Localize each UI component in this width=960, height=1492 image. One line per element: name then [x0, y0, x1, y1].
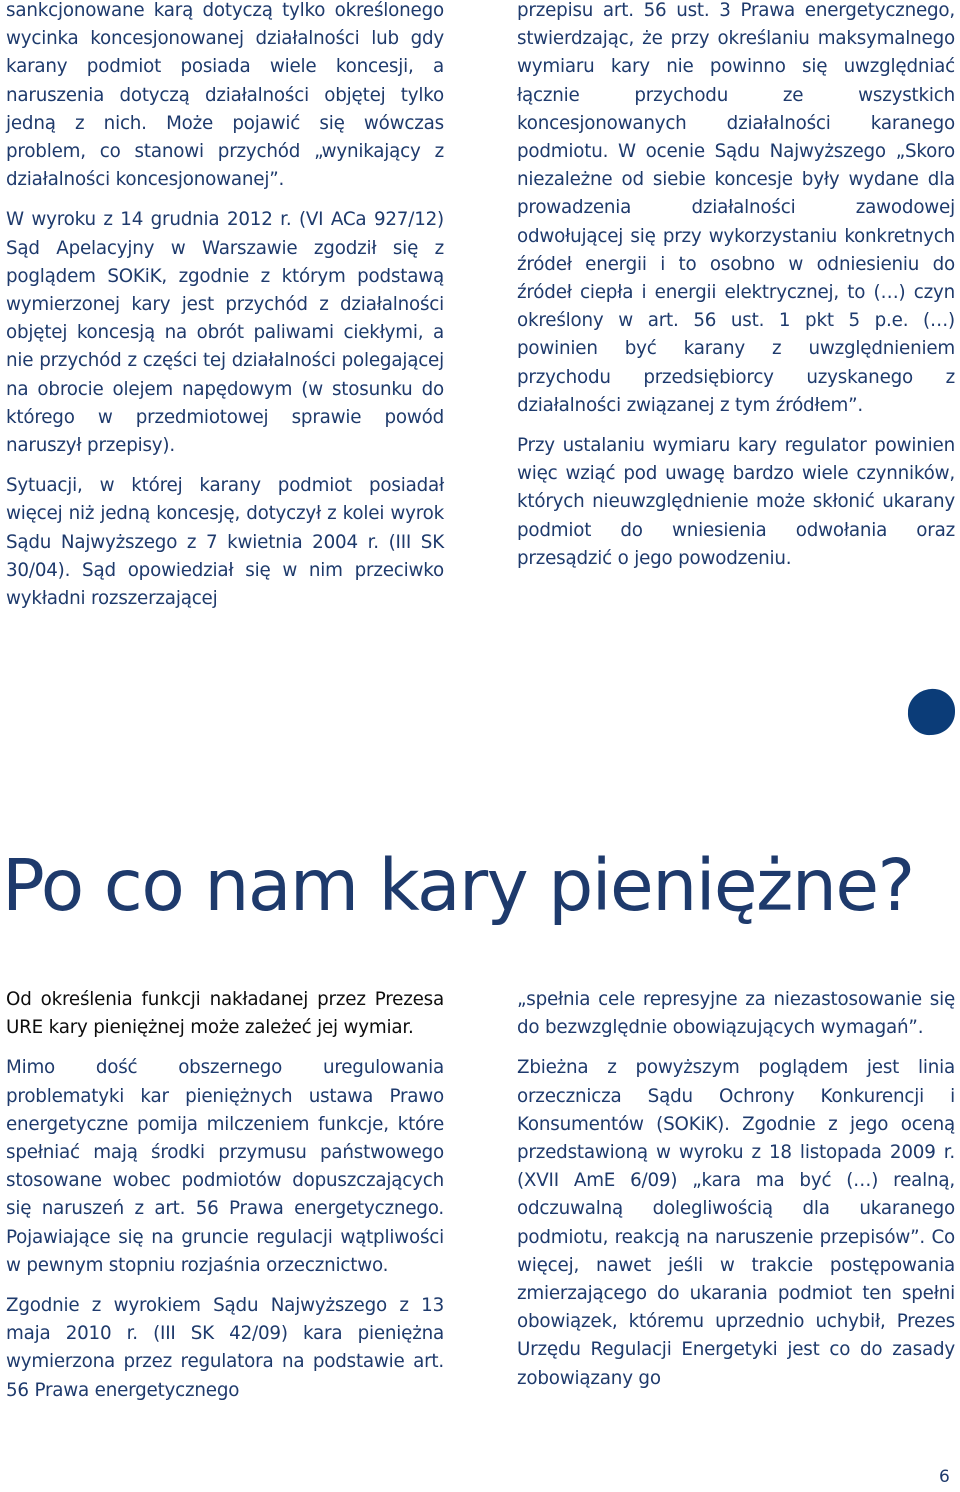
paragraph: Sytuacji, w której karany podmiot posiadał więcej niż jedną koncesję, dotyczył z kolei wyrok Sądu Najwyższego z 7 kwietnia 2004 r. (III SK 30/04). Sąd opowiedział się w nim przeciwko wykładni rozszerzającej [6, 475, 444, 610]
bottom-right-column [517, 986, 955, 1405]
paragraph: Przy ustalaniu wymiaru kary regulator powinien więc wziąć pod uwagę bardzo wiele czynników, których nieuwzględnienie może skłonić ukarany podmiot do wniesienia odwołania oraz przesądzić o jego powodzeniu. [517, 435, 955, 569]
paragraph: Zbieżna z powyższym poglądem jest linia orzecznicza Sądu Ochrony Konkurencji i Konsumentów (SOKiK). Zgodnie z jego oceną przedstawioną w wyroku z 18 listopada 2009 r. (XVII AmE 6/09) „kara ma być (…) realną, odczuwalną dolegliwością dla ukaranego podmiotu, reakcją na naruszenie przepisów”. Co więcej, nawet jeśli w trakcie postępowania zmierzającego do ukarania podmiot ten spełni obowiązek, któremu uprzednio uchybił, Prezes Urzędu Regulacji Energetyki jest co do zasady zobowiązany go [517, 1057, 955, 1389]
paragraph: Mimo dość obszernego uregulowania problematyki kar pieniężnych ustawa Prawo energetyczne pomija milczeniem funkcje, które spełniać mają środki przymusu państwowego stosowane wobec podmiotów dopuszczających się naruszeń z art. 56 Prawa energetycznego. Pojawiające się na gruncie regulacji wątpliwości w pewnym stopniu rozjaśnia orzecznictwo. [6, 1057, 444, 1276]
page-number: 6 [939, 1467, 950, 1487]
section-heading: Po co nam kary pieniężne? [2, 844, 914, 927]
top-right-column [517, 0, 955, 585]
lead-paragraph: Od określenia funkcji nakładanej przez Prezesa URE kary pieniężnej może zależeć jej wymiar. [6, 989, 444, 1039]
paragraph: przepisu art. 56 ust. 3 Prawa energetycznego, stwierdzając, że przy określaniu maksymalnego wymiaru kary nie powinno się uwzględniać łącznie przychodu ze wszystkich koncesjonowanych działalności karanego podmiotu. W ocenie Sądu Najwyższego „Skoro niezależne od siebie koncesje były wydane dla prowadzenia działalności zawodowej odwołującej się przy wykorzystaniu konkretnych źródeł energii i to osobno w odniesieniu do źródeł ciepła i energii elektrycznej, to (…) czyn określony w art. 56 ust. 1 pkt 5 p.e. (…) powinien być karany z uwzględnieniem przychodu przedsiębiorcy uzyskanego z działalności związanej z tym źródłem”. [517, 0, 955, 416]
top-left-column [6, 0, 444, 625]
paragraph: Zgodnie z wyrokiem Sądu Najwyższego z 13 maja 2010 r. (III SK 42/09) kara pieniężna wymierzona przez regulatora na podstawie art. 56 Prawa energetycznego [6, 1295, 444, 1401]
decorative-dot-icon [905, 687, 957, 737]
paragraph: „spełnia cele represyjne za niezastosowanie się do bezwzględnie obowiązujących wymagań”. [517, 989, 955, 1039]
bottom-left-column [6, 986, 444, 1417]
paragraph: W wyroku z 14 grudnia 2012 r. (VI ACa 927/12) Sąd Apelacyjny w Warszawie zgodził się z poglądem SOKiK, zgodnie z którym podstawą wymierzonej kary jest przychód z działalności objętej koncesją na obrót paliwami ciekłymi, a nie przychód z części tej działalności polegającej na obrocie olejem napędowym (w stosunku do którego w przedmiotowej sprawie powód naruszył przepisy). [6, 209, 444, 457]
paragraph: sankcjonowane karą dotyczą tylko określonego wycinka koncesjonowanej działalności lub gdy karany podmiot posiada wiele koncesji, a naruszenia dotyczą działalności objętej tylko jedną z nich. Może pojawić się wówczas problem, co stanowi przychód „wynikający z działalności koncesjonowanej”. [6, 0, 444, 191]
